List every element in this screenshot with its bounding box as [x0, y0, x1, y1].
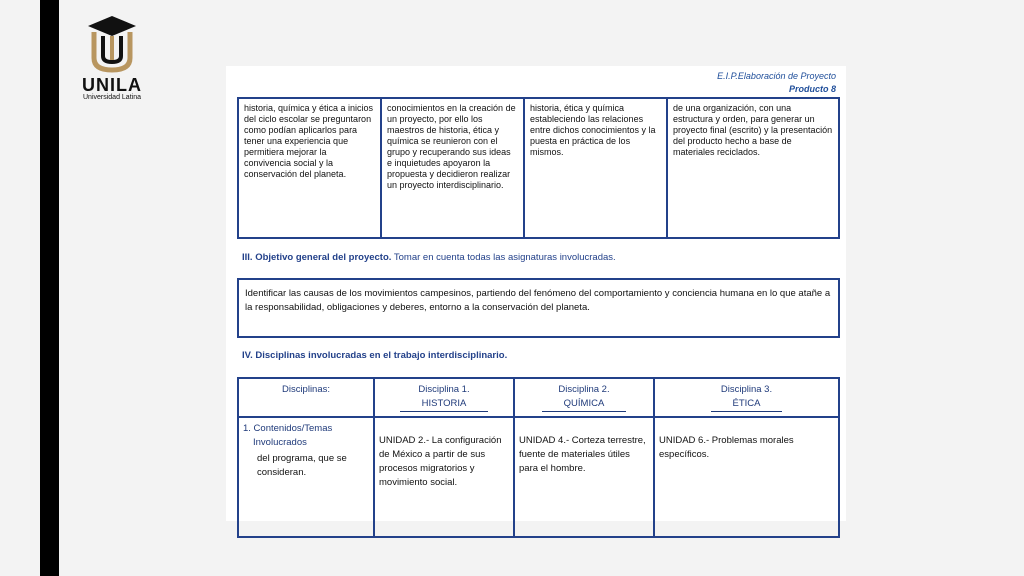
- disciplines-table: [237, 377, 840, 538]
- document-header: [717, 70, 836, 96]
- unit-text: UNIDAD 6.- Problemas morales específicos.: [659, 435, 794, 460]
- contents-label-line2: Involucrados: [253, 437, 307, 448]
- header-label: Disciplinas:: [281, 384, 331, 395]
- top-table-cell-4: de una organización, con una estructura y orden, para generar un proyecto final (escrito) y la presentación del producto hecho a base de materiales reciclados.: [673, 103, 833, 157]
- header-product: Producto 8: [788, 84, 836, 94]
- unit-historia: [374, 417, 514, 537]
- header-discipline-1: [374, 378, 514, 417]
- objective-box: Identificar las causas de los movimientos campesinos, partiendo del fenómeno del comportamiento y conciencia humana en lo que atañe a la responsabilidad, obligaciones y deberes, entorno a la conservación del planeta.: [237, 278, 840, 338]
- logo-brand: UNILA: [82, 75, 142, 95]
- section-3-title: [242, 252, 616, 263]
- document-page: [226, 66, 846, 521]
- header-label: Disciplina 3.: [720, 384, 773, 395]
- unit-text: UNIDAD 4.- Corteza terrestre, fuente de materiales útiles para el hombre.: [519, 435, 646, 474]
- header-disciplinas: [238, 378, 374, 417]
- discipline-name: HISTORIA: [400, 397, 489, 412]
- top-table-cell-1: historia, química y ética a inicios del ciclo escolar se preguntaron como podían aplicarlos para tener una experiencia que permitiera mejorar la convivencia social y la conservación del planeta.: [239, 99, 382, 237]
- unit-etica: [654, 417, 839, 537]
- header-discipline-2: [514, 378, 654, 417]
- header-label: Disciplina 1.: [418, 384, 470, 395]
- contents-row: [238, 417, 839, 537]
- section-3-heading: III. Objetivo general del proyecto.: [242, 252, 392, 263]
- unit-text: UNIDAD 2.- La configuración de México a partir de sus procesos migratorios y movimiento social.: [379, 435, 502, 488]
- header-title: E.I.P.Elaboración de Proyecto: [717, 71, 836, 81]
- left-black-bar: [40, 0, 59, 576]
- section-3-note: Tomar en cuenta todas las asignaturas involucradas.: [393, 252, 616, 263]
- contents-label-line1: 1. Contenidos/Temas: [243, 423, 333, 434]
- unit-quimica: [514, 417, 654, 537]
- contents-label-line3: del programa, que se consideran.: [257, 453, 347, 478]
- unila-logo: [72, 14, 152, 102]
- disciplines-header-row: [238, 378, 839, 417]
- section-4-title: [242, 350, 507, 361]
- top-table-cell-3: historia, ética y química estableciendo las relaciones entre dichos conocimientos y la puesta en práctica de los mismos.: [525, 99, 668, 237]
- top-table-cell-2: conocimientos en la creación de un proyecto, por ello los maestros de historia, ética y química se reunieron con el grupo y recuperando sus ideas e inquietudes apoyaron la propuesta y decidieron realizar un proyecto interdisciplinario.: [382, 99, 525, 237]
- top-table: [237, 97, 840, 239]
- section-4-heading: IV. Disciplinas involucradas en el trabajo interdisciplinario.: [242, 350, 508, 361]
- contents-label-cell: [238, 417, 374, 537]
- graduation-cap-logo-icon: [86, 14, 138, 74]
- header-discipline-3: [654, 378, 839, 417]
- discipline-name: QUÍMICA: [542, 397, 627, 412]
- header-label: Disciplina 2.: [558, 384, 610, 395]
- logo-subtitle: Universidad Latina: [83, 94, 141, 101]
- discipline-name: ÉTICA: [711, 397, 783, 412]
